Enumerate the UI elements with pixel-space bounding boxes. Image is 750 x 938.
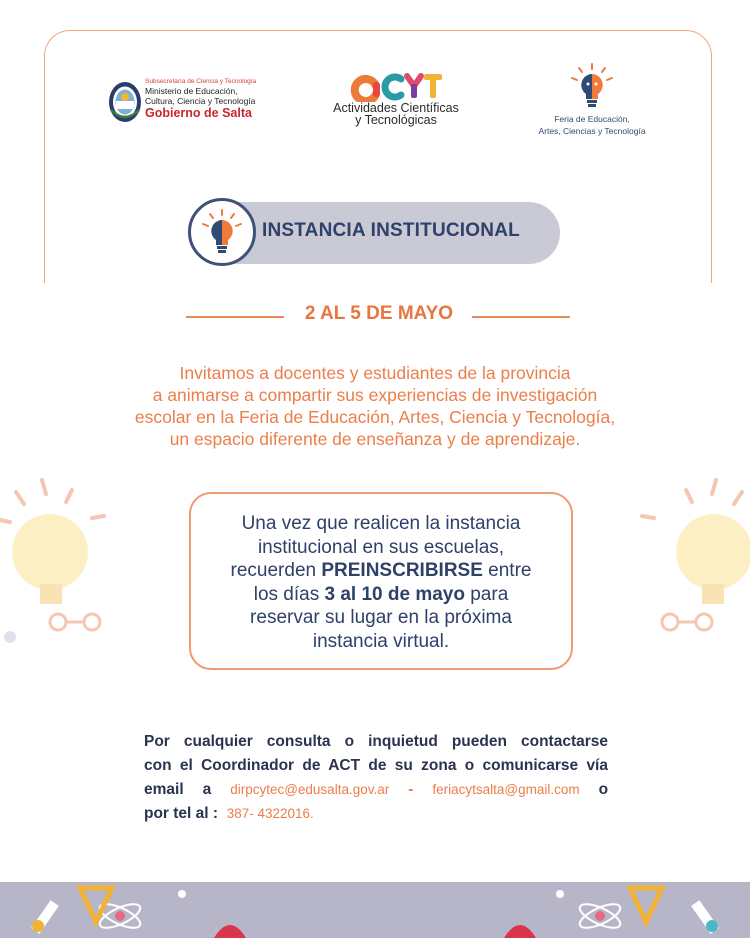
gov-subtitle: Subsecretaría de Ciencia y Tecnología: [145, 78, 257, 85]
notice-highlight: 3 al 10 de mayo: [324, 583, 465, 605]
notice-line: Una vez que realicen la instancia: [241, 513, 521, 534]
intro-line: escolar en la Feria de Educación, Artes, Ciencia y Tecnología,: [134, 407, 616, 427]
event-date: 2 AL 5 DE MAYO: [304, 303, 454, 324]
gov-ministry-line2: Cultura, Ciencia y Tecnología: [145, 96, 256, 106]
email-prefix: email a: [144, 781, 212, 798]
date-rule-left: [186, 316, 284, 318]
banner-icon-circle: [188, 198, 256, 266]
feria-text-line2: Artes, Ciencias y Tecnología: [538, 126, 646, 136]
notice-line: [196, 559, 566, 583]
feria-logo: [524, 62, 660, 144]
acyt-wordmark-icon: [346, 70, 446, 102]
intro-line: Invitamos a docentes y estudiantes de la provincia: [179, 363, 571, 383]
notice-line: institucional en sus escuelas,: [257, 536, 505, 558]
notice-text: recuerden: [230, 560, 322, 581]
gov-name: Gobierno de Salta: [145, 106, 252, 120]
email-link-dirpcytec[interactable]: dirpcytec@edusalta.gov.ar: [230, 782, 390, 797]
gov-ministry-line1: Ministerio de Educación,: [145, 86, 238, 96]
contact-phone-line: [144, 802, 608, 826]
notice-text: para: [464, 583, 509, 605]
decorative-lightbulb-right: [630, 472, 750, 662]
phone-number: 387- 4322016.: [226, 806, 314, 821]
intro-line: a animarse a compartir sus experiencias de investigación: [152, 385, 598, 405]
notice-line: reservar su lugar en la próxima: [250, 607, 512, 628]
notice-text: entre: [482, 560, 532, 581]
notice-line: instancia virtual.: [312, 630, 450, 652]
acyt-text-line2: y Tecnológicas: [355, 113, 437, 127]
notice-text: los días: [253, 583, 325, 605]
date-rule-right: [472, 316, 570, 318]
contact-email-line: [144, 778, 608, 802]
acyt-logo: [320, 70, 472, 134]
banner-title: INSTANCIA INSTITUCIONAL: [262, 220, 520, 241]
lightbulb-brain-icon: [197, 207, 247, 257]
feria-text-line1: Feria de Educación,: [554, 114, 630, 124]
gobierno-salta-logo: [108, 78, 278, 128]
email-link-feriacyt[interactable]: feriacytsalta@gmail.com: [432, 782, 580, 797]
decorative-lightbulb-left: [0, 472, 130, 662]
lightbulb-brain-icon: [567, 62, 617, 112]
contact-line: con el Coordinador de ACT de su zona o comunicarse vía: [144, 757, 608, 774]
contact-info: [144, 730, 608, 826]
acyt-text-line1: Actividades Científicas: [333, 101, 459, 115]
provincial-seal-icon: [108, 80, 142, 124]
email-suffix: o: [598, 781, 609, 798]
phone-prefix: por tel al :: [144, 805, 219, 822]
footer-band: [0, 882, 750, 938]
email-separator: -: [408, 781, 414, 798]
footer-science-decoration-icon: [0, 882, 750, 938]
intro-paragraph: [120, 362, 630, 450]
preinscription-notice: [196, 512, 566, 653]
notice-line: [196, 583, 566, 607]
notice-highlight: PREINSCRIBIRSE: [321, 560, 483, 581]
intro-line: un espacio diferente de enseñanza y de aprendizaje.: [169, 429, 581, 449]
contact-line: Por cualquier consulta o inquietud pueden contactarse: [144, 733, 608, 750]
